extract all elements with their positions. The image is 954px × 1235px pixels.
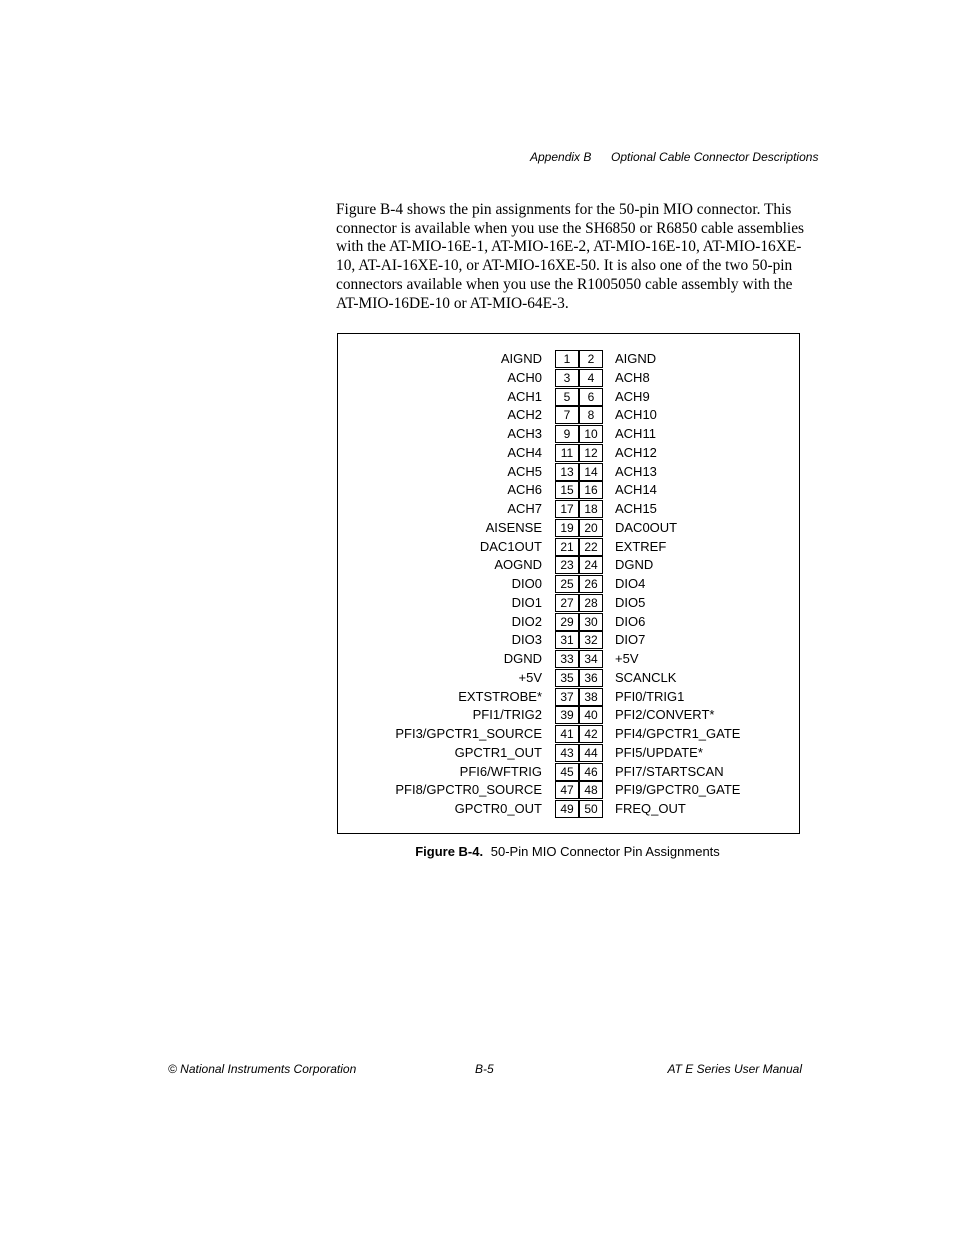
- pin-row: [338, 594, 799, 612]
- footer-manual-title: AT E Series User Manual: [667, 1062, 802, 1076]
- pin-number-odd: 31: [555, 631, 579, 649]
- pin-number-odd: 25: [555, 575, 579, 593]
- pin-signal-left: DIO0: [511, 576, 542, 591]
- pin-row: [338, 463, 799, 481]
- pin-number-odd: 49: [555, 800, 579, 818]
- figure-number: Figure B-4.: [415, 844, 484, 859]
- pin-number-even: 48: [579, 781, 603, 799]
- pin-row: [338, 538, 799, 556]
- pin-row: [338, 406, 799, 424]
- pin-number-even: 50: [579, 800, 603, 818]
- pin-number-even: 12: [579, 444, 603, 462]
- pin-number-odd: 1: [555, 350, 579, 368]
- pin-row: [338, 481, 799, 499]
- pin-row: [338, 350, 799, 368]
- pin-number-odd: 15: [555, 481, 579, 499]
- pin-row: [338, 688, 799, 706]
- pin-number-odd: 43: [555, 744, 579, 762]
- pin-signal-right: ACH12: [615, 444, 657, 460]
- header-appendix: Appendix B: [530, 150, 592, 164]
- pin-number-odd: 7: [555, 406, 579, 424]
- pin-number-even: 44: [579, 744, 603, 762]
- pin-signal-right: ACH15: [615, 501, 657, 516]
- pin-signal-left: GPCTR1_OUT: [454, 744, 542, 760]
- pin-signal-left: DGND: [503, 651, 542, 666]
- pin-row: [338, 706, 799, 724]
- figure-caption: [337, 844, 798, 859]
- pin-signal-left: PFI3/GPCTR1_SOURCE: [395, 726, 542, 741]
- pin-row: [338, 744, 799, 762]
- pin-signal-left: DIO2: [511, 613, 542, 629]
- pin-row: [338, 444, 799, 462]
- pin-signal-right: DAC0OUT: [615, 519, 678, 535]
- pin-number-odd: 41: [555, 725, 579, 743]
- pin-number-even: 8: [579, 406, 603, 424]
- pin-number-odd: 3: [555, 369, 579, 387]
- pin-signal-right: ACH10: [615, 407, 657, 423]
- pin-signal-left: ACH5: [507, 463, 542, 479]
- pin-number-odd: 11: [555, 444, 579, 462]
- pin-row: [338, 425, 799, 443]
- pin-signal-right: PFI2/CONVERT*: [615, 707, 715, 723]
- pin-number-even: 36: [579, 669, 603, 687]
- pin-number-even: 26: [579, 575, 603, 593]
- intro-paragraph-block: [336, 201, 806, 313]
- figure-caption-text: 50-Pin MIO Connector Pin Assignments: [490, 844, 720, 859]
- pin-signal-right: DIO7: [615, 632, 646, 648]
- pin-signal-left: DIO3: [511, 632, 542, 648]
- pin-number-even: 46: [579, 763, 603, 781]
- pin-row: [338, 800, 799, 818]
- pin-number-even: 14: [579, 463, 603, 481]
- pin-row: [338, 669, 799, 687]
- pin-number-odd: 17: [555, 500, 579, 518]
- pin-signal-right: PFI5/UPDATE*: [615, 744, 703, 760]
- pin-signal-left: ACH2: [507, 407, 542, 423]
- pin-signal-left: AOGND: [494, 557, 542, 573]
- pin-number-odd: 29: [555, 613, 579, 631]
- pin-signal-left: +5V: [518, 669, 542, 685]
- pin-signal-left: AISENSE: [485, 519, 542, 535]
- pin-number-even: 20: [579, 519, 603, 537]
- pin-signal-left: DAC1OUT: [479, 538, 542, 554]
- pin-number-even: 16: [579, 481, 603, 499]
- pin-number-even: 40: [579, 706, 603, 724]
- pin-row: [338, 781, 799, 799]
- pin-signal-right: FREQ_OUT: [615, 801, 686, 816]
- pin-signal-left: AIGND: [500, 351, 542, 366]
- pin-signal-left: ACH4: [507, 444, 542, 460]
- pin-number-odd: 39: [555, 706, 579, 724]
- pin-number-even: 2: [579, 350, 603, 368]
- pin-number-even: 24: [579, 556, 603, 574]
- pin-signal-left: ACH0: [507, 369, 542, 385]
- pin-signal-left: ACH7: [507, 501, 542, 516]
- pin-signal-right: DIO5: [615, 594, 646, 610]
- pin-number-even: 42: [579, 725, 603, 743]
- pin-signal-left: ACH1: [507, 388, 542, 404]
- pin-signal-left: PFI8/GPCTR0_SOURCE: [395, 782, 542, 798]
- pin-row: [338, 519, 799, 537]
- pin-number-even: 34: [579, 650, 603, 668]
- pin-number-odd: 13: [555, 463, 579, 481]
- pin-number-odd: 45: [555, 763, 579, 781]
- pin-signal-left: GPCTR0_OUT: [454, 801, 542, 816]
- pin-assignment-figure: [337, 333, 800, 834]
- intro-paragraph: Figure B-4 shows the pin assignments for the 50-pin MIO connector. This connector is available when you use the SH6850 or R6850 cable assemblies with the AT-MIO-16E-1, AT-MIO-16E-2, AT-MIO-16E-10, AT-MIO-16XE-10, AT-AI-16XE-10, or AT-MIO-16XE-50. It is also one of the two 50-pin connectors available when you use the R1005050 cable assembly with the AT-MIO-16DE-10 or AT-MIO-64E-3.: [336, 201, 805, 312]
- pin-signal-left: PFI6/WFTRIG: [459, 763, 542, 779]
- pin-signal-right: EXTREF: [615, 538, 667, 554]
- pin-number-odd: 5: [555, 388, 579, 406]
- pin-signal-right: ACH8: [615, 369, 650, 385]
- pin-number-even: 22: [579, 538, 603, 556]
- pin-number-even: 10: [579, 425, 603, 443]
- pin-signal-right: SCANCLK: [615, 669, 677, 685]
- pin-row: [338, 369, 799, 387]
- pin-row: [338, 556, 799, 574]
- pin-number-odd: 21: [555, 538, 579, 556]
- pin-number-even: 38: [579, 688, 603, 706]
- pin-number-even: 4: [579, 369, 603, 387]
- pin-row: [338, 575, 799, 593]
- pin-row: [338, 500, 799, 518]
- pin-signal-right: ACH9: [615, 388, 650, 404]
- pin-signal-left: EXTSTROBE*: [458, 688, 542, 704]
- pin-signal-right: DIO6: [615, 613, 646, 629]
- pin-number-even: 30: [579, 613, 603, 631]
- pin-signal-right: PFI0/TRIG1: [615, 688, 685, 704]
- pin-number-odd: 35: [555, 669, 579, 687]
- pin-signal-right: ACH11: [615, 426, 656, 441]
- pin-row: [338, 631, 799, 649]
- pin-row: [338, 613, 799, 631]
- running-footer: [168, 1062, 802, 1078]
- pin-signal-right: PFI4/GPCTR1_GATE: [615, 726, 741, 741]
- pin-signal-left: ACH3: [507, 426, 542, 441]
- pin-number-even: 32: [579, 631, 603, 649]
- pin-number-odd: 27: [555, 594, 579, 612]
- pin-signal-right: ACH14: [615, 482, 657, 498]
- pin-number-odd: 9: [555, 425, 579, 443]
- footer-copyright: © National Instruments Corporation: [168, 1062, 357, 1076]
- pin-signal-left: ACH6: [507, 482, 542, 498]
- pin-number-odd: 47: [555, 781, 579, 799]
- pin-signal-right: DIO4: [615, 576, 646, 591]
- pin-signal-right: DGND: [615, 557, 654, 573]
- pin-number-odd: 19: [555, 519, 579, 537]
- pin-signal-left: PFI1/TRIG2: [472, 707, 542, 723]
- footer-page-number: B-5: [475, 1062, 494, 1076]
- pin-row: [338, 388, 799, 406]
- pin-number-odd: 37: [555, 688, 579, 706]
- pin-number-odd: 33: [555, 650, 579, 668]
- header-section-title: Optional Cable Connector Descriptions: [611, 150, 819, 164]
- pin-row: [338, 763, 799, 781]
- pin-number-even: 28: [579, 594, 603, 612]
- pin-number-odd: 23: [555, 556, 579, 574]
- pin-row: [338, 650, 799, 668]
- pin-row: [338, 725, 799, 743]
- pin-signal-left: DIO1: [511, 594, 542, 610]
- pin-signal-right: AIGND: [615, 351, 657, 366]
- pin-signal-right: PFI9/GPCTR0_GATE: [615, 782, 741, 798]
- pin-number-even: 18: [579, 500, 603, 518]
- pin-number-even: 6: [579, 388, 603, 406]
- pin-signal-right: PFI7/STARTSCAN: [615, 763, 724, 779]
- pin-signal-right: +5V: [615, 651, 639, 666]
- pin-signal-right: ACH13: [615, 463, 657, 479]
